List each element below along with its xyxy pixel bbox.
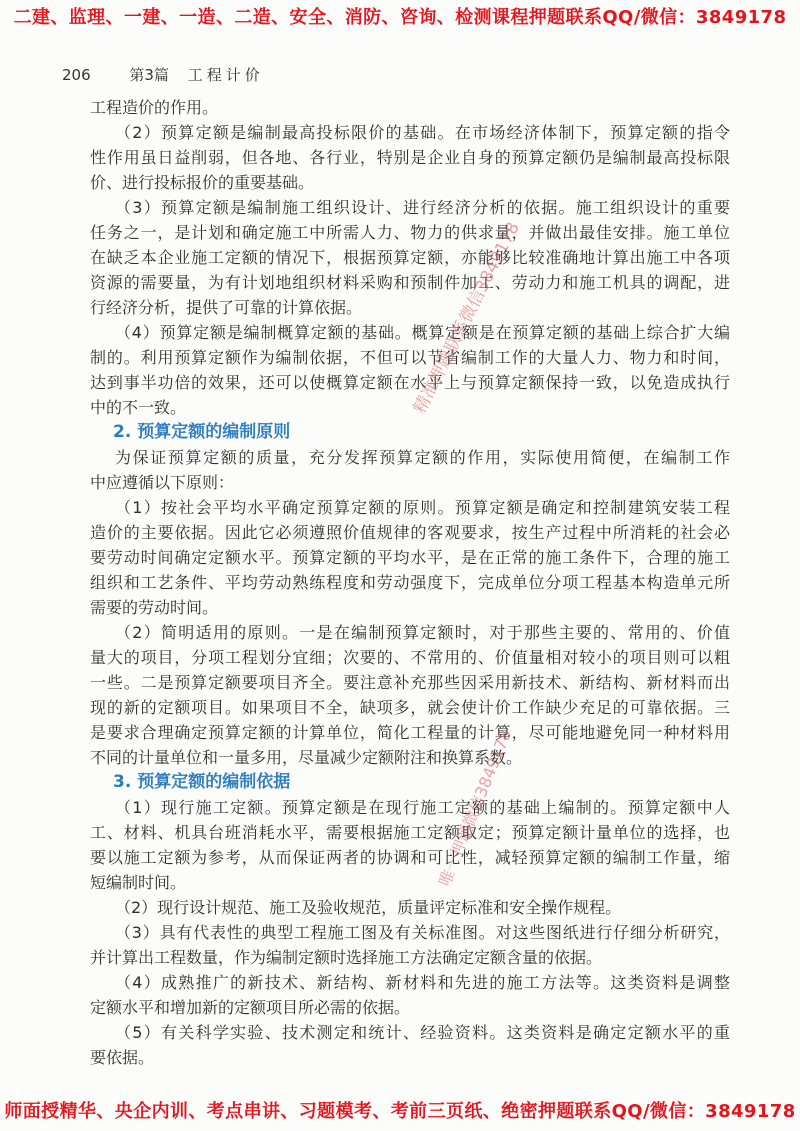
paragraph [90,195,730,320]
paragraph [90,120,730,195]
paragraph [90,620,730,770]
watermark: 精准押题联系微信3849178 [409,219,524,417]
text-line: （2）现行设计规范、施工及验收规范，质量评定标准和安全操作规程。 [115,898,622,917]
text-line: 要劳动时间确定定额水平。预算定额的平均水平，是在正常的施工条件下，合理的施工 [90,548,730,567]
paragraph [90,895,730,920]
text-line: （3）具有代表性的典型工程施工图及有关标准图。对这些图纸进行仔细分析研究， [115,923,730,942]
text-line: 中应遵循以下原则： [90,473,235,492]
section-heading: 3. 预算定额的编制依据 [113,772,291,792]
text-line: （1）现行施工定额。预算定额是在现行施工定额的基础上编制的。预算定额中人 [115,798,730,817]
text-line: 工、材料、机具台班消耗水平，需要根据施工定额取定；预算定额计量单位的选择，也 [90,823,730,842]
text-line: 任务之一，是计划和确定施工中所需人力、物力的供求量，并做出最佳安排。施工单位 [90,223,730,242]
text-line: 是要求合理确定预算定额的计算单位，简化工程量的计算，尽可能地避免同一种材料用 [90,723,730,742]
page-header [62,64,264,86]
text-line: 短编制时间。 [90,873,187,892]
paragraph [90,320,730,420]
paragraph [90,1020,730,1070]
text-line: （2）简明适用的原则。一是在编制预算定额时，对于那些主要的、常用的、价值 [115,623,730,642]
section-heading: 2. 预算定额的编制原则 [113,422,291,442]
text-line: 资源的需要量，为有计划地组织材料采购和预制件加工、劳动力和施工机具的调配，进 [90,273,730,292]
text-line: （5）有关科学实验、技术测定和统计、经验资料。这类资料是确定定额水平的重 [115,1023,730,1042]
text-line: 达到事半功倍的效果，还可以使概算定额在水平上与预算定额保持一致，以免造成执行 [90,373,730,392]
text-line: 为保证预算定额的质量，充分发挥预算定额的作用，实际使用简便，在编制工作 [115,448,730,467]
text-line: 造价的主要依据。因此它必须遵照价值规律的客观要求，按生产过程中所消耗的社会必 [90,523,730,542]
text-line: （4）预算定额是编制概算定额的基础。概算定额是在预算定额的基础上综合扩大编 [115,323,730,342]
text-line: 价、进行投标报价的重要基础。 [90,173,315,192]
paragraph [90,495,730,620]
bottom-banner: 师面授精华、央企内训、考点串讲、习题模考、考前三页纸、绝密押题联系QQ/微信：3849178 [4,1101,796,1122]
top-banner: 二建、监理、一建、一造、二造、安全、消防、咨询、检测课程押题联系QQ/微信：3849178 [13,7,787,28]
text-line: 一些。二是预算定额要项目齐全。要注意补充那些因采用新技术、新结构、新材料而出 [90,673,730,692]
text-line: 组织和工艺条件、平均劳动熟练程度和劳动强度下，完成单位分项工程基本构造单元所 [90,573,730,592]
text-line: 中的不一致。 [90,398,187,417]
part-label: 第3篇 [129,66,169,84]
paragraph [90,920,730,970]
text-line: 定额水平和增加新的定额项目所必需的依据。 [90,998,411,1017]
text-line: 在缺乏本企业施工定额的情况下，根据预算定额，亦能够比较准确地计算出施工中各项 [90,248,730,267]
paragraph [90,95,730,120]
text-line: 要依据。 [90,1048,155,1067]
text-line: 不同的计量单位和一量多用，尽量减少定额附注和换算系数。 [90,748,523,767]
text-line: （2）预算定额是编制最高投标限价的基础。在市场经济体制下，预算定额的指令 [115,123,730,142]
text-line: 工程造价的作用。 [90,98,219,117]
text-line: 量大的项目，分项工程划分宜细；次要的、不常用的、价值量相对较小的项目则可以粗 [90,648,730,667]
text-line: 性作用虽日益削弱，但各地、各行业，特别是企业自身的预算定额仍是编制最高投标限 [90,148,730,167]
watermark: 唯一押题微信3849178 [435,726,516,889]
text-line: （3）预算定额是编制施工组织设计、进行经济分析的依据。施工组织设计的重要 [115,198,730,217]
text-line: 需要的劳动时间。 [90,598,219,617]
part-title: 工程计价 [187,66,264,84]
paragraph [90,970,730,1020]
paragraph [90,445,730,495]
text-line: （1）按社会平均水平确定预算定额的原则。预算定额是确定和控制建筑安装工程 [115,498,730,517]
body-text [90,95,730,1070]
text-line: 并计算出工程数量，作为编制定额时选择施工方法确定定额含量的依据。 [90,948,603,967]
text-line: 要以施工定额为参考，从而保证两者的协调和可比性，减轻预算定额的编制工作量，缩 [90,848,730,867]
text-line: 制的。利用预算定额作为编制依据，不但可以节省编制工作的大量人力、物力和时间， [90,348,730,367]
page-number: 206 [62,66,91,84]
text-line: 行经济分析，提供了可靠的计算依据。 [90,298,363,317]
paragraph [90,795,730,895]
text-line: （4）成熟推广的新技术、新结构、新材料和先进的施工方法等。这类资料是调整 [115,973,730,992]
text-line: 现的新的定额项目。如果项目不全，缺项多，就会使计价工作缺少充足的可靠依据。三 [90,698,730,717]
